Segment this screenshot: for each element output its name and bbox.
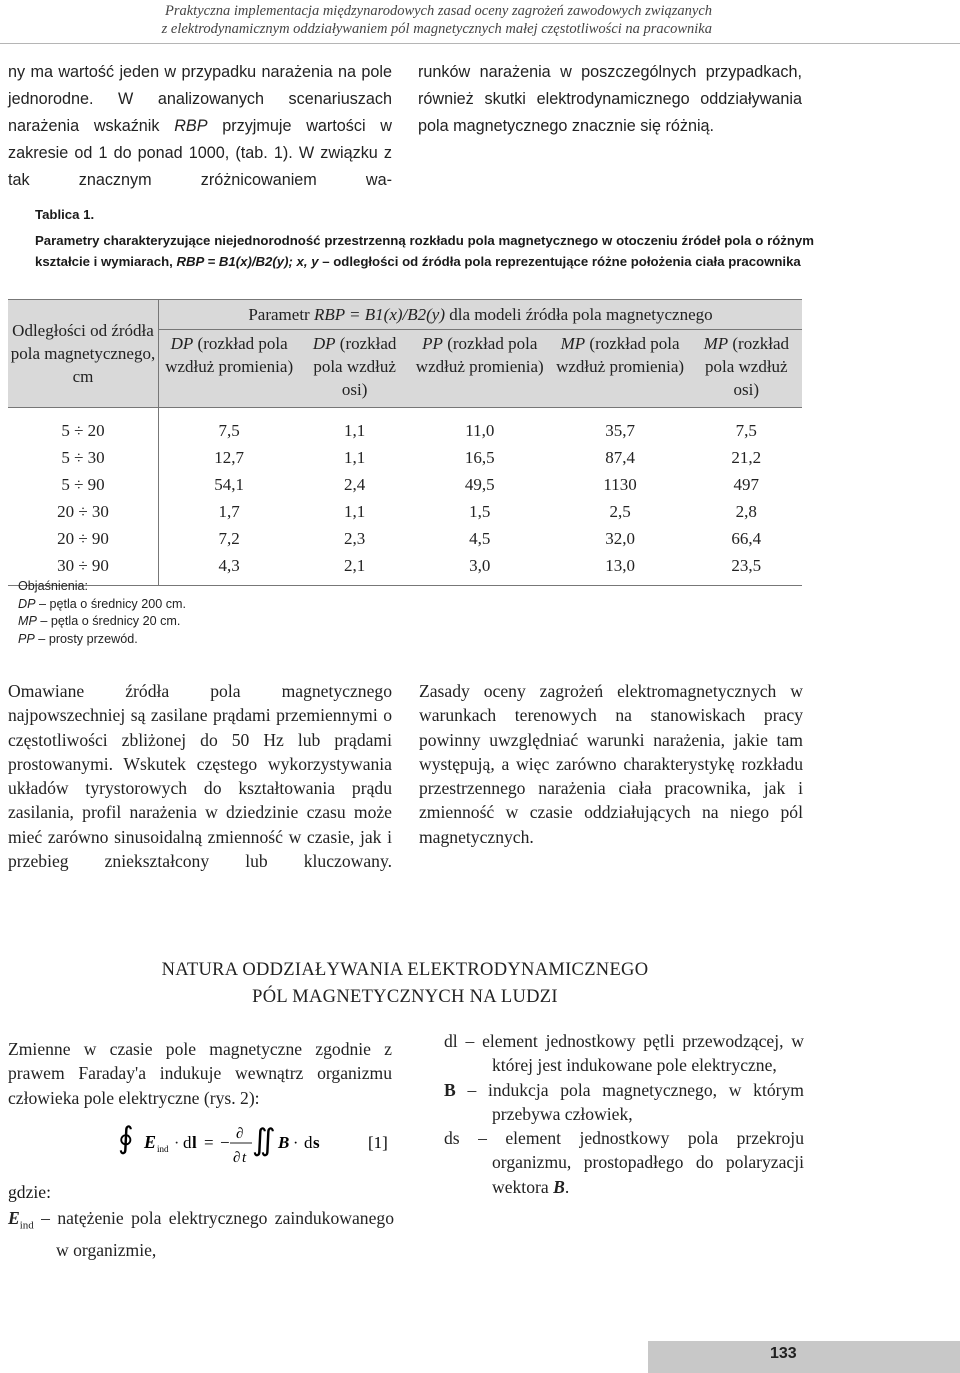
faraday-paragraph: Zmienne w czasie pole magnetyczne zgodnie z prawem Faraday'a indukuje wewnątrz organizmu człowieka pole elektryczne (rys. 2): <box>8 1039 392 1108</box>
table-cell: 66,4 <box>731 529 762 548</box>
def-sym: B <box>444 1079 456 1100</box>
definition-item <box>8 1206 394 1262</box>
gdzie-label: gdzie: <box>8 1182 51 1202</box>
rbp-table <box>8 299 802 586</box>
intro-left-column <box>8 59 392 194</box>
table-cell: 1,7 <box>218 502 240 521</box>
row-range: 20 ÷ 30 <box>8 498 159 525</box>
intro-right-column <box>418 59 802 140</box>
table-cell: 1,1 <box>344 421 366 440</box>
table-cell: 4,3 <box>159 552 300 586</box>
note-item <box>18 631 186 649</box>
table-cell: 32,0 <box>605 529 635 548</box>
table-cell: 23,5 <box>691 552 802 586</box>
intro-left-text-1: ny ma wartość jeden w przypadku narażenia na pole jednorodne. W analizowanych scenariuszach narażenia wskaźnik <box>8 63 392 135</box>
intro-left-text-2: przyjmuje wartości w zakresie od 1 do ponad 1000, (tab. 1). W związku z tak znacznym zróżnicowaniem wa- <box>8 117 392 189</box>
col-header-4-model: MP <box>560 334 586 353</box>
formula-minus: − <box>220 1133 230 1152</box>
note-text: – pętla o średnicy 20 cm. <box>36 614 181 628</box>
table-cell: 1,5 <box>469 502 491 521</box>
formula-l: l <box>192 1133 197 1152</box>
table-cell: 49,5 <box>464 475 495 494</box>
table-cell: 13,0 <box>550 552 691 586</box>
col-header-5 <box>691 330 802 408</box>
table-cell: 2,8 <box>735 502 757 521</box>
definition-item <box>444 1126 804 1199</box>
table-cell: 497 <box>733 475 760 494</box>
table-row <box>8 498 802 525</box>
footer-bar <box>648 1341 960 1373</box>
table-description <box>35 230 814 272</box>
table-description-formula: RBP = B1(x)/B2(y); x, y <box>176 254 319 269</box>
formula-eq: = <box>204 1133 214 1152</box>
table-row <box>8 471 802 498</box>
def-sym: E <box>8 1208 20 1228</box>
table-notes <box>18 578 186 648</box>
body-right-paragraph: Zasady oceny zagrożeń elektromagnetycznych w warunkach terenowych na stanowiskach pracy powinny uwzględniać warunki narażenia, jakie tam występują, a więc zarówno charakterystykę rozkładu przestrzennego narażenia ciała pracownika, jak i zmienność w czasie oddziałujących na niego pól magnetycznych. <box>419 681 803 847</box>
note-abbr: DP <box>18 596 36 611</box>
table-cell: 2,4 <box>344 475 366 494</box>
table-description-text-1: Parametry charakteryzujące niejednorodność przestrzenną rozkładu pola magnetycznego w otoczeniu źródeł pola o różnym kształcie i wymiarach, <box>35 233 814 269</box>
table-cell: 7,5 <box>735 421 757 440</box>
table-cell: 2,3 <box>344 529 366 548</box>
col-header-5-model: MP <box>703 334 729 353</box>
formula-t: t <box>242 1150 247 1166</box>
note-text: – pętla o średnicy 200 cm. <box>35 596 187 611</box>
note-abbr: PP <box>18 631 35 646</box>
table-cell: 54,1 <box>214 475 245 494</box>
page-number: 133 <box>770 1345 797 1362</box>
def-text: – indukcja pola magnetycznego, w którym przebywa człowiek, <box>455 1079 804 1124</box>
table-row <box>8 444 802 471</box>
middle-dot: · <box>174 1135 180 1152</box>
formula-ds-d: d <box>304 1133 313 1152</box>
intro-left-rbp: RBP <box>174 117 208 135</box>
def-sub: ind <box>19 1219 34 1232</box>
col-header-5-desc: (rozkład pola wzdłuż osi) <box>704 334 790 399</box>
row-range: 5 ÷ 30 <box>8 444 159 471</box>
def-sym: ds <box>444 1128 460 1149</box>
note-item <box>18 613 186 631</box>
section-heading-line-2: PÓL MAGNETYCZNYCH NA LUDZI <box>252 987 558 1007</box>
table-description-text-2: – odległości od źródła pola reprezentujące różne położenia ciała pracownika <box>318 254 801 269</box>
def-text: – natężenie pola elektrycznego zaindukowanego w organizmie, <box>33 1208 394 1260</box>
table-cell: 7,2 <box>218 529 240 548</box>
table-cell: 21,2 <box>731 448 762 467</box>
table-cell: 2,5 <box>609 502 631 521</box>
col-header-2 <box>299 330 410 408</box>
table-caption: Tablica 1. <box>35 207 95 222</box>
note-text: – prosty przewód. <box>34 631 138 646</box>
span-header-formula: RBP = B1(x)/B2(y) <box>313 305 445 324</box>
note-item <box>18 596 186 614</box>
running-header-line-1: Praktyczna implementacja międzynarodowych zasad oceny zagrożeń zawodowych związanych <box>164 3 712 19</box>
col-header-distance: Odległości od źródła pola magnetycznego, cm <box>8 300 159 408</box>
table-cell: 1130 <box>603 475 637 494</box>
running-header <box>60 2 712 38</box>
formula-ind: ind <box>157 1144 169 1154</box>
col-header-4 <box>550 330 691 408</box>
col-header-3 <box>410 330 550 408</box>
def-sym-inline: B <box>553 1176 565 1197</box>
section-heading <box>0 957 810 1011</box>
middle-dot-2: · <box>293 1135 299 1152</box>
table-row <box>8 525 802 552</box>
table-cell: 16,5 <box>464 448 495 467</box>
row-range: 5 ÷ 90 <box>8 471 159 498</box>
col-header-1 <box>159 330 300 408</box>
formula-partial-2: ∂ <box>233 1150 241 1166</box>
header-rule <box>0 43 960 44</box>
formula-s: s <box>313 1133 320 1152</box>
definition-item <box>444 1078 804 1127</box>
definitions-right <box>444 1029 804 1199</box>
span-header <box>159 300 803 330</box>
table-cell: 87,4 <box>605 448 635 467</box>
table-cell: 3,0 <box>410 552 550 586</box>
col-header-2-model: DP <box>312 334 336 353</box>
span-header-pre: Parametr <box>248 305 314 324</box>
formula-tag: [1] <box>368 1133 388 1152</box>
table-cell: 11,0 <box>465 421 495 440</box>
def-text-end: . <box>564 1176 570 1197</box>
row-range: 20 ÷ 90 <box>8 525 159 552</box>
col-header-3-desc: (rozkład pola wzdłuż promienia) <box>415 334 544 376</box>
faraday-formula <box>118 1118 398 1168</box>
table-cell: 4,5 <box>469 529 491 548</box>
contour-integral-icon: ∮ <box>118 1122 134 1155</box>
table-cell: 35,7 <box>605 421 635 440</box>
definition-item <box>444 1029 804 1078</box>
running-header-line-2: z elektrodynamicznym oddziaływaniem pól magnetycznych małej częstotliwości na pracownika <box>161 21 712 37</box>
table-cell: 1,1 <box>344 448 366 467</box>
definitions-left <box>8 1206 394 1262</box>
def-text: – element jednostkowy pola przekroju organizmu, prostopadłego do polaryzacji wektora <box>459 1128 804 1197</box>
def-text: – element jednostkowy pętli przewodzącej, w której jest indukowane pole elektryczne, <box>457 1031 804 1076</box>
col-header-1-desc: (rozkład pola wzdłuż promienia) <box>165 334 294 376</box>
def-sym: dl <box>444 1031 458 1051</box>
formula-B: B <box>278 1133 290 1152</box>
formula-partial: ∂ <box>236 1126 244 1142</box>
section-heading-line-1: NATURA ODDZIAŁYWANIA ELEKTRODYNAMICZNEGO <box>161 960 649 980</box>
row-range: 30 ÷ 90 <box>8 552 159 586</box>
table-cell: 2,1 <box>299 552 410 586</box>
formula-d: d <box>183 1133 192 1152</box>
table-cell: 12,7 <box>214 448 245 467</box>
col-header-4-desc: (rozkład pola wzdłuż promienia) <box>556 334 685 376</box>
formula-E: E <box>144 1132 157 1152</box>
double-integral-icon: ∬ <box>252 1124 276 1157</box>
span-header-post: dla modeli źródła pola magnetycznego <box>445 305 713 324</box>
col-header-1-model: DP <box>170 334 194 353</box>
col-header-3-model: PP <box>422 334 443 353</box>
row-range: 5 ÷ 20 <box>8 408 159 445</box>
body-left-paragraph: Omawiane źródła pola magnetycznego najpowszechniej są zasilane prądami przemiennymi o częstotliwości zbliżonej do 50 Hz lub prądami prostowanymi. Wskutek częstego wykorzystywania układów tyrystorowych do kształtowania prądu zasilania, profil narażenia w dziedzinie czasu może mieć zarówno sinusoidalną zmienność w czasie, jak i przebieg zniekształcony lub kluczowany. <box>8 681 392 872</box>
note-abbr: MP <box>18 614 37 628</box>
table-cell: 7,5 <box>218 421 240 440</box>
table-cell: 1,1 <box>344 502 366 521</box>
table-row <box>8 408 802 445</box>
intro-right-text: runków narażenia w poszczególnych przypadkach, również skutki elektrodynamicznego oddziaływania pola magnetycznego znacznie się różnią. <box>418 63 802 135</box>
notes-title: Objaśnienia: <box>18 579 89 593</box>
col-header-2-desc: (rozkład pola wzdłuż osi) <box>313 334 397 399</box>
